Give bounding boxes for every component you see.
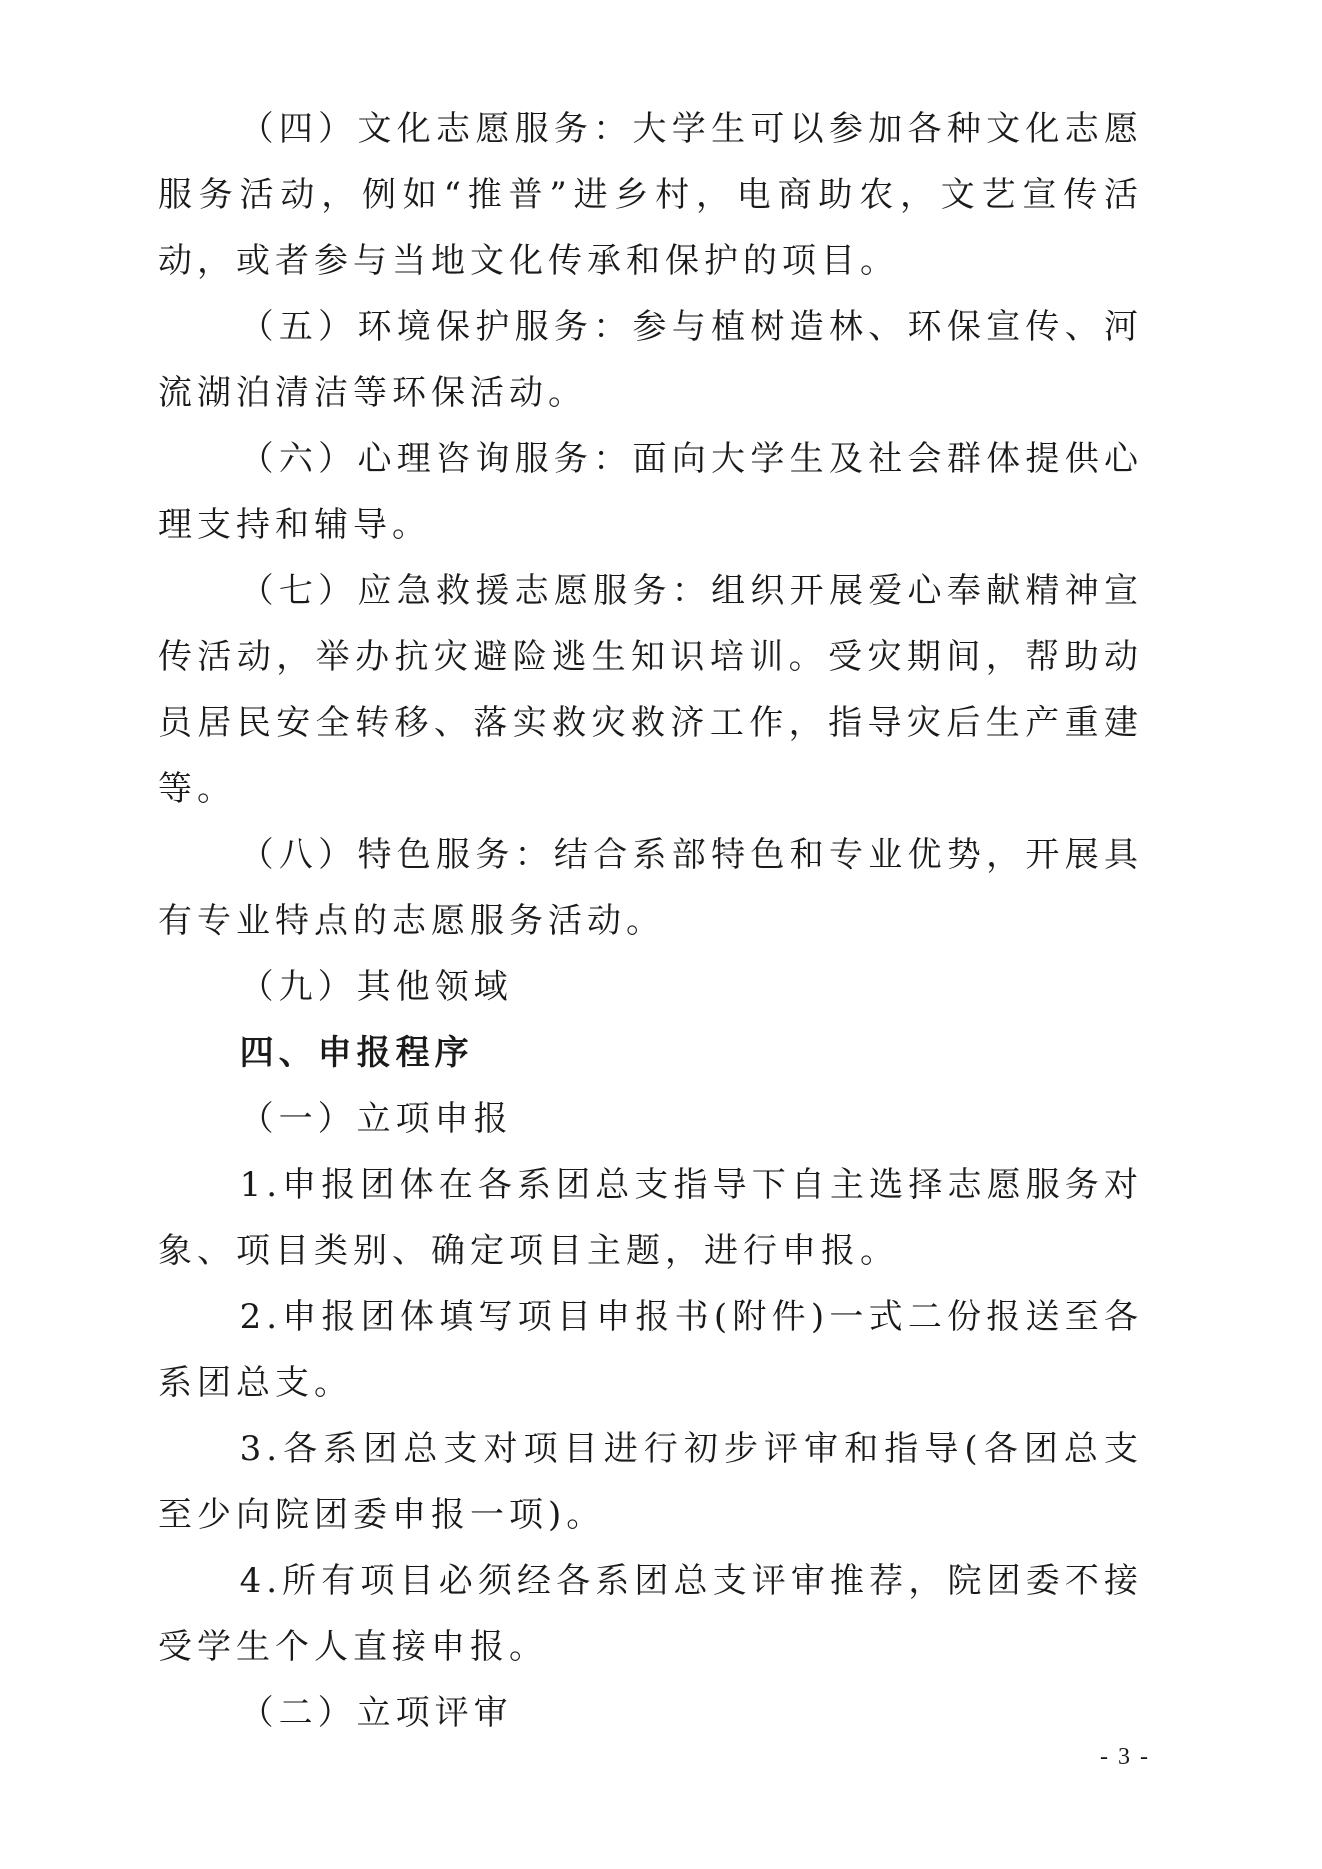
paragraph-psychological-counseling: （六）心理咨询服务：面向大学生及社会群体提供心理支持和辅导。	[158, 439, 1143, 545]
paragraph-environment-protection: （五）环境保护服务：参与植树造林、环保宣传、河流湖泊清洁等环保活动。	[158, 307, 1143, 413]
paragraph-emergency-rescue: （七）应急救援志愿服务：组织开展爱心奉献精神宣传活动，举办抗灾避险逃生知识培训。受灾期间，帮助动员居民安全转移、落实救灾救济工作，指导灾后生产重建等。	[158, 571, 1143, 809]
subheading-project-review: （二）立项评审	[239, 1693, 513, 1733]
subheading-project-application: （一）立项申报	[239, 1099, 513, 1139]
paragraph-culture-volunteer: （四）文化志愿服务：大学生可以参加各种文化志愿服务活动，例如“推普”进乡村，电商助农，文艺宣传活动，或者参与当地文化传承和保护的项目。	[158, 109, 1143, 281]
paragraph-step-3: 3.各系团总支对项目进行初步评审和指导(各团总支至少向院团委申报一项)。	[158, 1429, 1143, 1535]
paragraph-step-1: 1.申报团体在各系团总支指导下自主选择志愿服务对象、项目类别、确定项目主题，进行申报。	[158, 1165, 1143, 1271]
paragraph-step-2: 2.申报团体填写项目申报书(附件)一式二份报送至各系团总支。	[158, 1297, 1143, 1403]
paragraph-featured-service: （八）特色服务：结合系部特色和专业优势，开展具有专业特点的志愿服务活动。	[158, 835, 1143, 941]
paragraph-other-fields: （九）其他领域	[239, 967, 513, 1007]
section-heading-application-procedure: 四、申报程序	[239, 1033, 474, 1073]
paragraph-step-4: 4.所有项目必须经各系团总支评审推荐，院团委不接受学生个人直接申报。	[158, 1561, 1143, 1667]
document-body	[158, 96, 1143, 1746]
page-number: - 3 -	[1100, 1744, 1150, 1770]
